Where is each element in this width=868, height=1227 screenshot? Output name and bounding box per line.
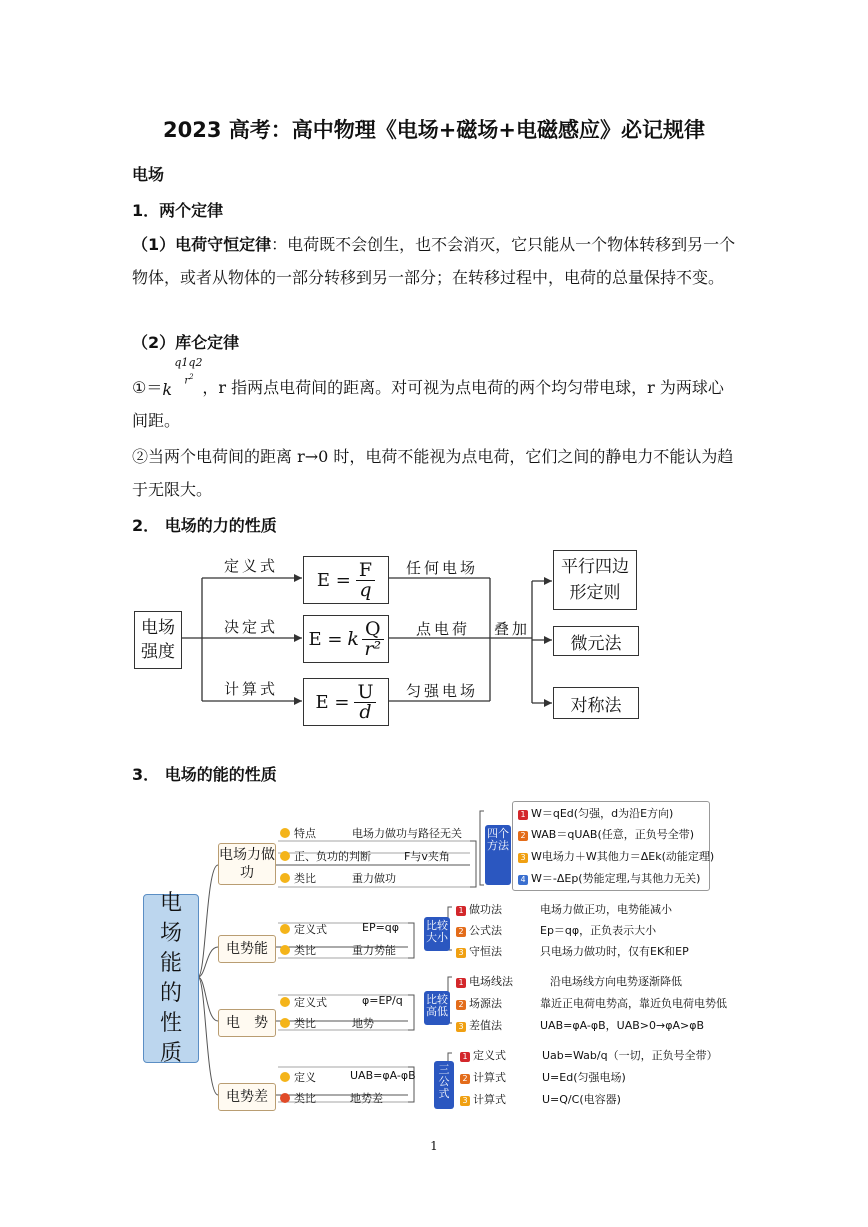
item-analogy: 类比	[280, 870, 316, 886]
smile-icon	[280, 828, 290, 838]
edge-calculation: 计算式	[224, 680, 279, 698]
method-3-3: 3 差值法	[456, 1017, 502, 1033]
paragraph-charge-conservation	[132, 228, 738, 294]
paragraph-coulomb-2: ②当两个电荷间的距离 r→0 时，电荷不能视为点电荷，它们之间的静电力不能认为趋于无限大。	[132, 447, 734, 499]
edge-definition: 定义式	[224, 557, 279, 575]
cond-uniform: 匀强电场	[406, 682, 479, 700]
smile-icon	[280, 1072, 290, 1082]
item-analogy-value: 重力做功	[352, 872, 396, 885]
page-title: 2023 高考：高中物理《电场+磁场+电磁感应》必记规律	[163, 118, 705, 142]
item-p-analogy: 类比	[280, 1015, 316, 1031]
heading-two-laws: 1．两个定律	[132, 201, 224, 220]
edge-determination: 决定式	[224, 618, 279, 636]
method-1-2: 2 WAB＝qUAB(任意，正负号全带)	[518, 826, 694, 842]
item-pe-analogy: 类比	[280, 942, 316, 958]
method-1-3: 3 W电场力＋W其他力＝ΔEk(动能定理)	[518, 848, 714, 864]
coulomb-numerator: q1q2	[174, 356, 203, 369]
method-3-1: 1 电场线法	[456, 973, 513, 989]
root-field-strength: 电场 强度	[134, 611, 182, 669]
method-2-1-text: 电场力做正功，电势能减小	[540, 903, 672, 916]
item-pd-def: 定义	[280, 1069, 316, 1085]
method-4-1: 1 定义式	[460, 1047, 506, 1063]
badge-compare-level: 比较高低	[424, 991, 450, 1025]
smile-icon	[280, 924, 290, 934]
method-1-4: 4 W＝-ΔEp(势能定理,与其他力无关)	[518, 870, 700, 886]
formula-definition: E = $\frac{F}{q}$	[303, 556, 389, 604]
item-pe-def-value: EP=qφ	[362, 921, 400, 934]
method-4-2: 2 计算式	[460, 1069, 506, 1085]
badge-three-formulas: 三公式	[434, 1061, 454, 1109]
item-p-def: 定义式	[280, 994, 327, 1010]
item-sign-value: F与v夹角	[404, 850, 450, 863]
energy-mindmap	[140, 795, 727, 1125]
method-4-2-text: U=Ed(匀强电场)	[542, 1071, 626, 1084]
cat-potential-energy: 电势能	[218, 935, 276, 963]
item-pd-analogy: 类比	[280, 1090, 316, 1106]
page-number: 1	[430, 1139, 438, 1153]
coulomb-text: ，r 指两点电荷间的距离。对可视为点电荷的两个均匀带电球，r 为两球心间距。	[132, 378, 724, 430]
label-superposition: 叠加	[494, 620, 531, 638]
smile-icon	[280, 873, 290, 883]
coulomb-denominator: $r^2$	[184, 373, 194, 387]
method-4-1-text: Uab=Wab/q（一切，正负号全带）	[542, 1049, 718, 1062]
item-feature: 特点	[280, 825, 316, 841]
cond-point-charge: 点电荷	[416, 620, 471, 638]
coulomb-prefix: ①＝	[132, 378, 163, 397]
method-2-2: 2 公式法	[456, 922, 502, 938]
root-energy-property: 电 场 能 的 性 质	[143, 894, 199, 1063]
heading-force-property: 2． 电场的力的性质	[132, 516, 277, 535]
badge-four-methods: 四个方法	[485, 825, 511, 885]
paragraph-coulomb-1	[132, 356, 738, 437]
item-pd-def-value: UAB=φA-φB	[350, 1069, 416, 1082]
method-2-1: 1 做功法	[456, 901, 502, 917]
heading-coulomb: （2）库仑定律	[132, 333, 240, 352]
method-3-1-text: 沿电场线方向电势逐渐降低	[550, 975, 682, 988]
item-pd-analogy-value: 地势差	[350, 1092, 383, 1105]
cat-potential: 电 势	[218, 1009, 276, 1037]
cat-field-work: 电场力做功	[218, 843, 276, 885]
item-sign: 正、负功的判断	[280, 848, 371, 864]
method-1-1: 1 W＝qEd(匀强，d为沿E方向)	[518, 805, 673, 821]
smile-icon	[280, 997, 290, 1007]
method-2-2-text: Ep＝qφ，正负表示大小	[540, 924, 657, 937]
law1-label: （1）电荷守恒定律	[132, 235, 272, 254]
method-2-3: 3 守恒法	[456, 943, 502, 959]
item-p-analogy-value: 地势	[352, 1017, 374, 1030]
cond-any-field: 任何电场	[406, 559, 479, 577]
item-p-def-value: φ=EP/q	[362, 994, 403, 1007]
formula-point-charge: E = k Q r²	[303, 615, 389, 663]
method-4-3-text: U=Q/C(电容器)	[542, 1093, 621, 1106]
angry-icon	[280, 1093, 290, 1103]
item-pe-def: 定义式	[280, 921, 327, 937]
coulomb-k: k	[162, 380, 173, 399]
method-2-3-text: 只电场力做功时，仅有EK和EP	[540, 945, 689, 958]
method-parallelogram: 平行四边形定则	[553, 550, 637, 610]
smile-icon	[280, 851, 290, 861]
method-microelement: 微元法	[553, 626, 639, 656]
coulomb-formula	[162, 356, 203, 399]
method-3-3-text: UAB=φA-φB，UAB>0→φA>φB	[540, 1019, 705, 1032]
smile-icon	[280, 945, 290, 955]
field-strength-diagram	[132, 543, 640, 733]
method-4-3: 3 计算式	[460, 1091, 506, 1107]
section-heading: 电场	[132, 165, 165, 184]
method-3-2: 2 场源法	[456, 995, 502, 1011]
heading-energy-property: 3． 电场的能的性质	[132, 765, 277, 784]
method-3-2-text: 靠近正电荷电势高，靠近负电荷电势低	[540, 997, 727, 1010]
formula-uniform: E = $\frac{U}{d}$	[303, 678, 389, 726]
badge-compare-size: 比较大小	[424, 917, 450, 951]
method-symmetry: 对称法	[553, 687, 639, 719]
item-feature-value: 电场力做功与路径无关	[352, 827, 462, 840]
smile-icon	[280, 1018, 290, 1028]
law1-text: ：电荷既不会创生，也不会消灭，它只能从一个物体转移到另一个物体，或者从物体的一部分转移到另一部分；在转移过程中，电荷的总量保持不变。	[132, 235, 736, 287]
item-pe-analogy-value: 重力势能	[352, 944, 396, 957]
cat-potential-difference: 电势差	[218, 1083, 276, 1111]
